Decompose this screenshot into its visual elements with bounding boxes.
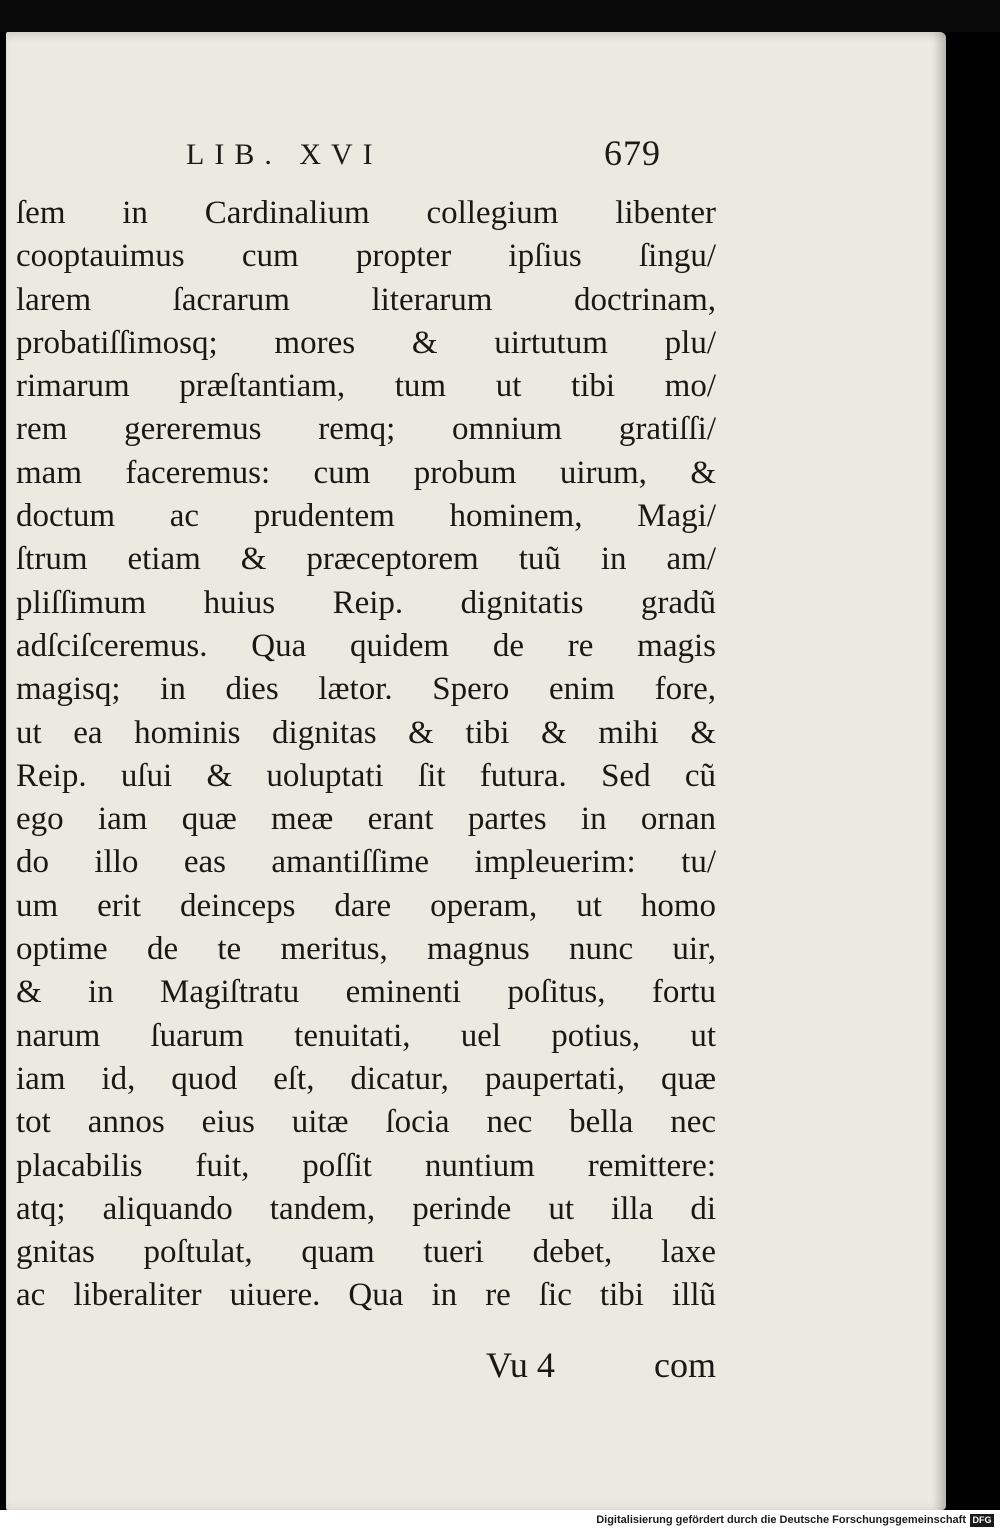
text-line: rimarum præſtantiam, tum ut tibi mo/ xyxy=(16,368,716,405)
text-line: ut ea hominis dignitas & tibi & mihi & xyxy=(16,714,716,751)
digitization-footer xyxy=(0,1510,1000,1532)
text-line: ac liberaliter uiuere. Qua in re ſic tibi illũ xyxy=(16,1277,716,1314)
text-line: atq; aliquando tandem, perinde ut illa di xyxy=(16,1190,716,1227)
funding-credit: Digitalisierung gefördert durch die Deutsche Forschungsgemeinschaft xyxy=(596,1514,966,1526)
signature-mark: Vu 4 xyxy=(486,1345,555,1385)
body-text xyxy=(16,192,716,1318)
text-line: um erit deinceps dare operam, ut homo xyxy=(16,887,716,924)
book-page xyxy=(6,32,946,1510)
text-line: ego iam quæ meæ erant partes in ornan xyxy=(16,801,716,838)
text-line: probatiſſimosq; mores & uirtutum plu/ xyxy=(16,324,716,361)
text-line: iam id, quod eſt, dicatur, paupertati, quæ xyxy=(16,1060,716,1097)
page-number: 679 xyxy=(604,133,661,173)
text-line: placabilis fuit, poſſit nuntium remittere: xyxy=(16,1147,716,1184)
text-line: ſem in Cardinalium collegium libenter xyxy=(16,195,716,231)
text-line: mam faceremus: cum probum uirum, & xyxy=(16,454,716,491)
text-line: cooptauimus cum propter ipſius ſingu/ xyxy=(16,238,716,275)
text-line: optime de te meritus, magnus nunc uir, xyxy=(16,931,716,968)
dfg-logo: DFG xyxy=(970,1514,994,1527)
text-line: Reip. uſui & uoluptati ſit futura. Sed cũ xyxy=(16,757,716,794)
catchword: com xyxy=(654,1345,716,1385)
page-edge-shadow xyxy=(932,32,946,1510)
text-line: gnitas poſtulat, quam tueri debet, laxe xyxy=(16,1234,716,1271)
text-line: doctum ac prudentem hominem, Magi/ xyxy=(16,498,716,535)
text-line: larem ſacrarum literarum doctrinam, xyxy=(16,281,716,318)
text-line: ſtrum etiam & præceptorem tuũ in am/ xyxy=(16,541,716,578)
text-line: narum ſuarum tenuitati, uel potius, ut xyxy=(16,1017,716,1054)
scan-background-top xyxy=(0,0,1000,32)
page-headline xyxy=(6,132,946,182)
catchline xyxy=(476,1344,716,1388)
running-head: LIB. XVI xyxy=(186,138,383,171)
text-line: do illo eas amantiſſime impleuerim: tu/ xyxy=(16,844,716,881)
text-line: pliſſimum huius Reip. dignitatis gradũ xyxy=(16,584,716,621)
text-line: tot annos eius uitæ ſocia nec bella nec xyxy=(16,1104,716,1141)
text-line: rem gereremus remq; omnium gratiſſi/ xyxy=(16,411,716,448)
text-line: magisq; in dies lætor. Spero enim fore, xyxy=(16,671,716,708)
text-line: & in Magiſtratu eminenti poſitus, fortu xyxy=(16,974,716,1011)
text-line: adſciſceremus. Qua quidem de re magis xyxy=(16,627,716,664)
